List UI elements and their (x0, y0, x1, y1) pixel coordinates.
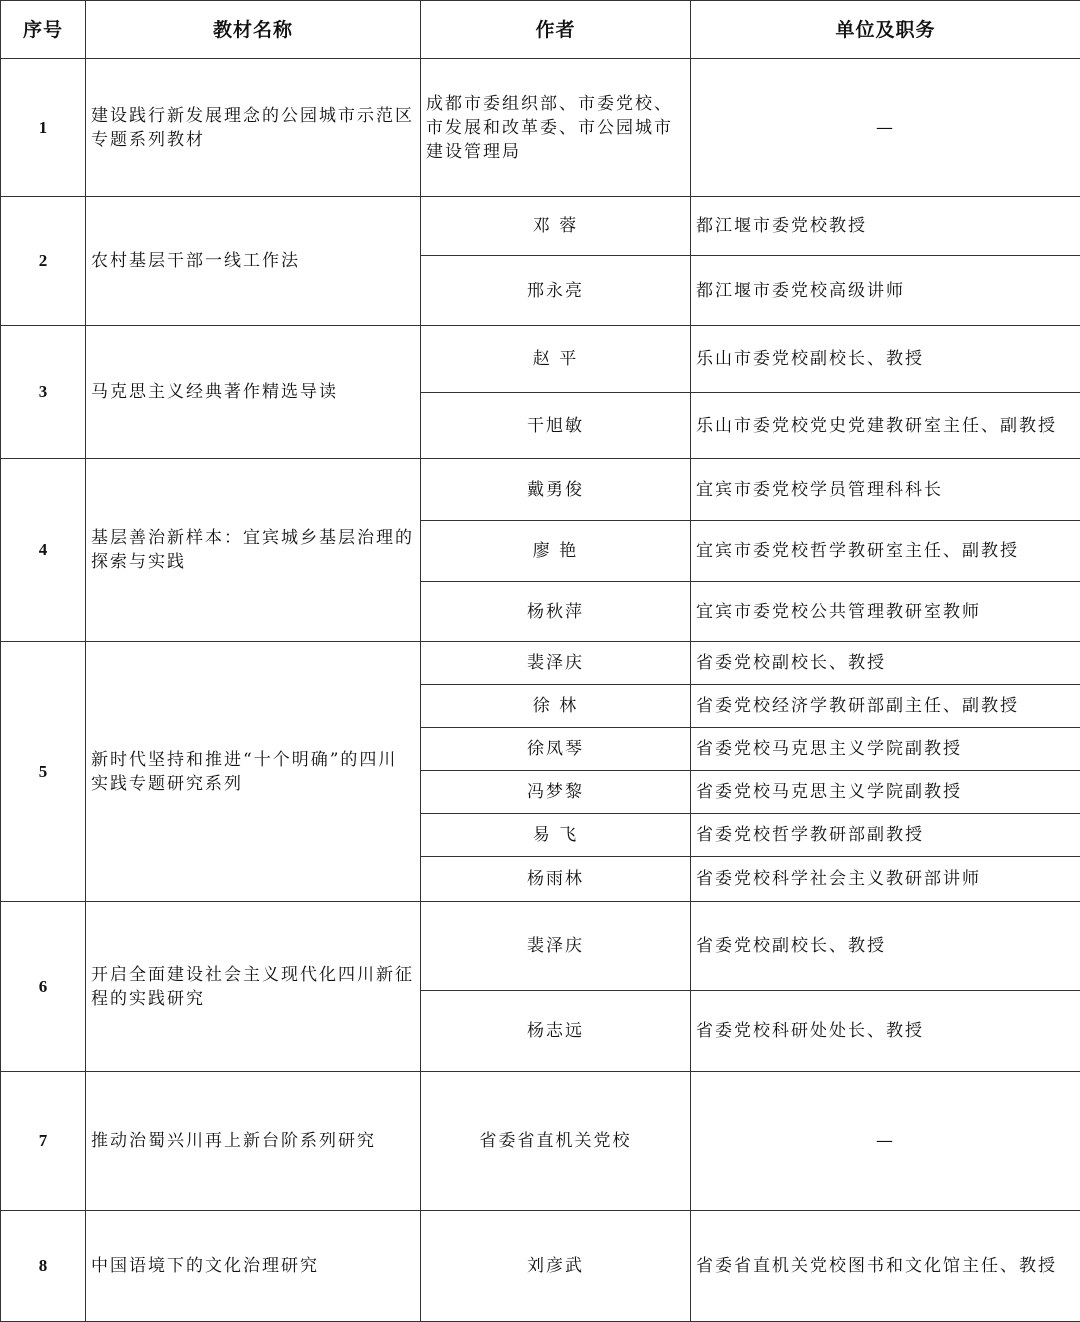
table-row (1, 642, 1080, 685)
table-row (1, 197, 1080, 256)
table-row (1, 326, 1080, 393)
row-number: 3 (1, 326, 86, 459)
textbook-title: 中国语境下的文化治理研究 (86, 1211, 421, 1322)
row-number: 5 (1, 642, 86, 902)
table-row (1, 59, 1080, 197)
header-row (1, 1, 1080, 59)
author: 裴泽庆 (421, 642, 691, 685)
unit-position: 省委党校副校长、教授 (691, 902, 1080, 991)
author: 易 飞 (421, 814, 691, 857)
unit-position: 省委党校副校长、教授 (691, 642, 1080, 685)
row-number: 1 (1, 59, 86, 197)
author: 冯梦黎 (421, 771, 691, 814)
row-number: 4 (1, 459, 86, 642)
unit-position: — (691, 59, 1080, 197)
textbook-title: 基层善治新样本：宜宾城乡基层治理的探索与实践 (86, 459, 421, 642)
unit-position: 省委省直机关党校图书和文化馆主任、教授 (691, 1211, 1080, 1322)
author: 裴泽庆 (421, 902, 691, 991)
textbook-title: 马克思主义经典著作精选导读 (86, 326, 421, 459)
header-no: 序号 (1, 1, 86, 59)
table-row (1, 902, 1080, 991)
author: 邢永亮 (421, 256, 691, 326)
unit-position: 宜宾市委党校学员管理科科长 (691, 459, 1080, 521)
textbook-title: 开启全面建设社会主义现代化四川新征程的实践研究 (86, 902, 421, 1072)
author: 戴勇俊 (421, 459, 691, 521)
textbook-title: 农村基层干部一线工作法 (86, 197, 421, 326)
author: 徐 林 (421, 685, 691, 728)
author: 省委省直机关党校 (421, 1072, 691, 1211)
table-row (1, 1072, 1080, 1211)
author: 徐凤琴 (421, 728, 691, 771)
textbook-title: 建设践行新发展理念的公园城市示范区专题系列教材 (86, 59, 421, 197)
unit-position: 乐山市委党校副校长、教授 (691, 326, 1080, 393)
row-number: 2 (1, 197, 86, 326)
textbook-title: 推动治蜀兴川再上新台阶系列研究 (86, 1072, 421, 1211)
textbook-title: 新时代坚持和推进“十个明确”的四川实践专题研究系列 (86, 642, 421, 902)
table-row (1, 459, 1080, 521)
unit-position: 省委党校哲学教研部副教授 (691, 814, 1080, 857)
unit-position: 乐山市委党校党史党建教研室主任、副教授 (691, 393, 1080, 459)
table-row (1, 1211, 1080, 1322)
unit-position: 宜宾市委党校哲学教研室主任、副教授 (691, 521, 1080, 582)
row-number: 8 (1, 1211, 86, 1322)
unit-position: 都江堰市委党校教授 (691, 197, 1080, 256)
author: 杨雨林 (421, 857, 691, 902)
unit-position: 省委党校科学社会主义教研部讲师 (691, 857, 1080, 902)
header-author: 作者 (421, 1, 691, 59)
author: 杨秋萍 (421, 582, 691, 642)
author: 赵 平 (421, 326, 691, 393)
author: 廖 艳 (421, 521, 691, 582)
author: 邓 蓉 (421, 197, 691, 256)
unit-position: 省委党校马克思主义学院副教授 (691, 728, 1080, 771)
unit-position: 省委党校经济学教研部副主任、副教授 (691, 685, 1080, 728)
unit-position: 宜宾市委党校公共管理教研室教师 (691, 582, 1080, 642)
author: 杨志远 (421, 991, 691, 1072)
header-unit: 单位及职务 (691, 1, 1080, 59)
unit-position: 省委党校马克思主义学院副教授 (691, 771, 1080, 814)
author: 干旭敏 (421, 393, 691, 459)
row-number: 7 (1, 1072, 86, 1211)
header-title: 教材名称 (86, 1, 421, 59)
unit-position: — (691, 1072, 1080, 1211)
unit-position: 都江堰市委党校高级讲师 (691, 256, 1080, 326)
unit-position: 省委党校科研处处长、教授 (691, 991, 1080, 1072)
author: 刘彦武 (421, 1211, 691, 1322)
row-number: 6 (1, 902, 86, 1072)
author: 成都市委组织部、市委党校、市发展和改革委、市公园城市建设管理局 (421, 59, 691, 197)
